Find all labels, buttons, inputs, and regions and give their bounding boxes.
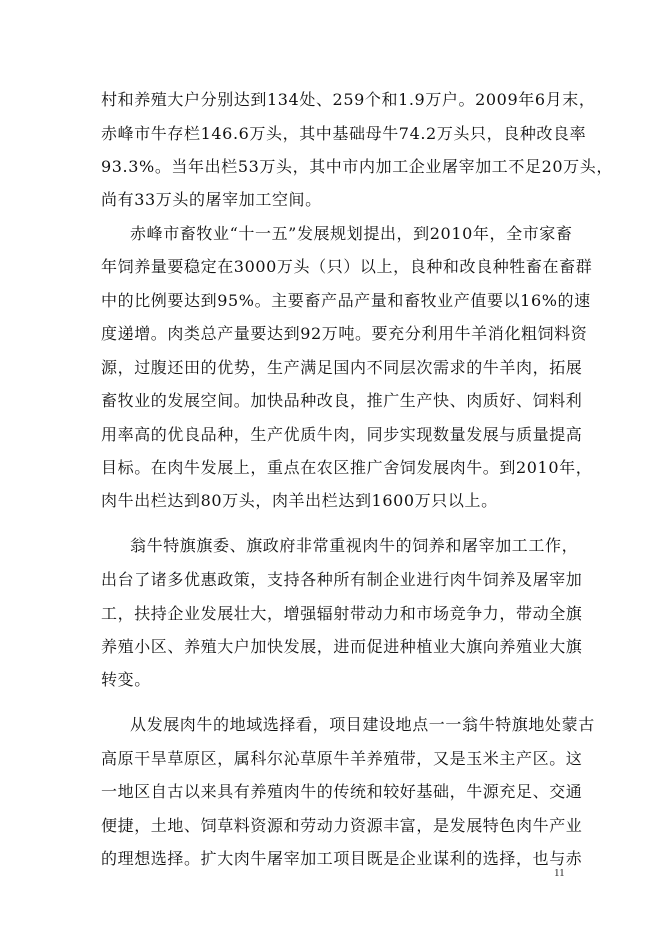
text-line: 高原干旱草原区，属科尔沁草原牛羊养殖带，又是玉米主产区。这	[101, 749, 583, 768]
text-line: 工，扶持企业发展壮大，增强辐射带动力和市场竞争力，带动全旗	[101, 604, 583, 623]
text-line: 赤峰市牛存栏146.6万头，其中基础母牛74.2万头只，良种改良率	[101, 124, 587, 143]
text-line: 目标。在肉牛发展上，重点在农区推广舍饲发展肉牛。到2010年，	[101, 458, 593, 477]
text-line: 年饲养量要稳定在3000万头（只）以上，良种和改良种牲畜在畜群	[101, 257, 593, 276]
text-line: 从发展肉牛的地域选择看，项目建设地点一一翁牛特旗地处蒙古	[130, 715, 595, 734]
text-line: 赤峰市畜牧业“十一五”发展规划提出，到2010年，全市家畜	[130, 224, 573, 243]
text-line: 用率高的优良品种，生产优质牛肉，同步实现数量发展与质量提高	[101, 425, 583, 444]
text-line: 的理想选择。扩大肉牛屠宰加工项目既是企业谋利的选择，也与赤	[101, 849, 583, 868]
text-line: 畜牧业的发展空间。加快品种改良，推广生产快、肉质好、饲料利	[101, 391, 583, 410]
text-line: 一地区自古以来具有养殖肉牛的传统和较好基础，牛源充足、交通	[101, 782, 583, 801]
text-line: 源，过腹还田的优势，生产满足国内不同层次需求的牛羊肉，拓展	[101, 358, 583, 377]
text-line: 度递增。肉类总产量要达到92万吨。要充分利用牛羊消化粗饲料资	[101, 324, 588, 343]
page-number: 11	[554, 867, 565, 879]
text-line: 村和养殖大户分别达到134处、259个和1.9万户。2009年6月末，	[101, 90, 596, 109]
text-line: 肉牛出栏达到80万头，肉羊出栏达到1600万只以上。	[101, 491, 498, 510]
text-line: 转变。	[101, 670, 151, 689]
text-line: 出台了诸多优惠政策，支持各种所有制企业进行肉牛饲养及屠宰加	[101, 570, 583, 589]
text-line: 翁牛特旗旗委、旗政府非常重视肉牛的饲养和屠宰加工工作，	[130, 536, 579, 555]
text-line: 便捷，土地、饲草料资源和劳动力资源丰富，是发展特色肉牛产业	[101, 816, 583, 835]
text-line: 中的比例要达到95%。主要畜产品产量和畜牧业产值要以16%的速	[101, 291, 591, 310]
text-line: 93.3%。当年出栏53万头，其中市内加工企业屠宰加工不足20万头，	[101, 157, 613, 176]
text-line: 养殖小区、养殖大户加快发展，进而促进种植业大旗向养殖业大旗	[101, 637, 583, 656]
text-line: 尚有33万头的屠宰加工空间。	[101, 190, 322, 209]
